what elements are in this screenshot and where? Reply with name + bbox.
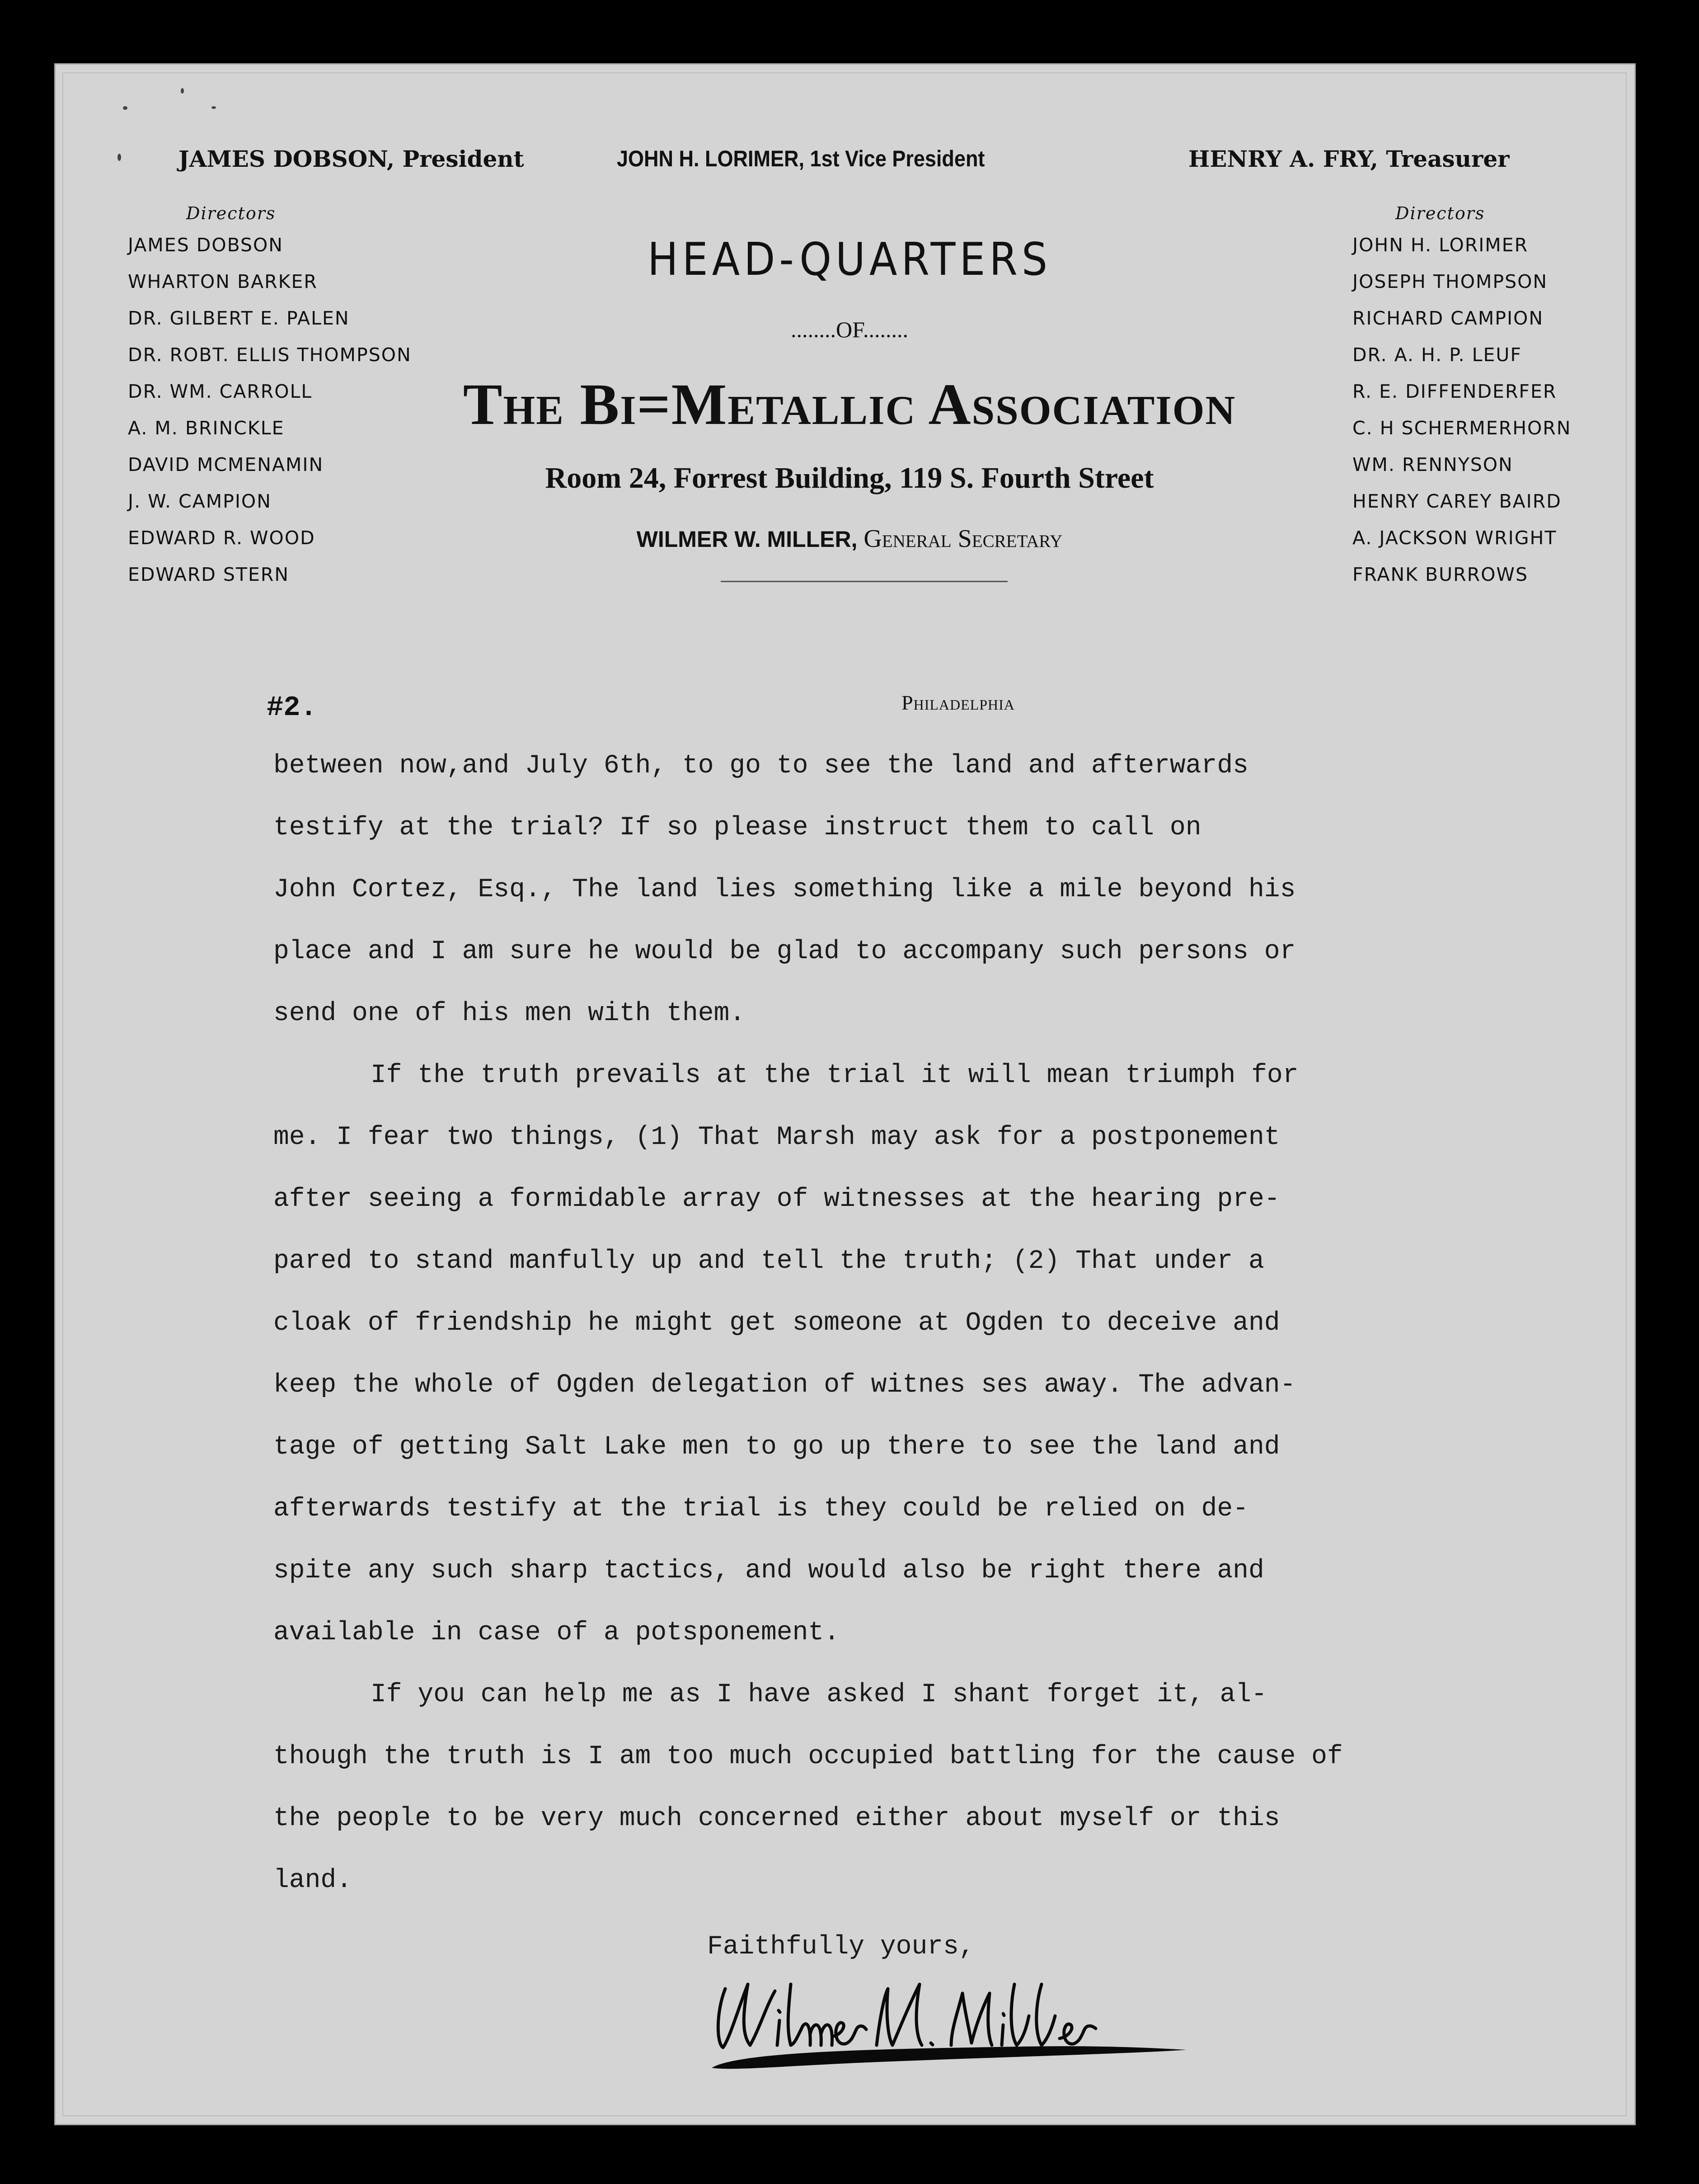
director-name: A. M. BRINCKLE	[128, 417, 285, 439]
officer-name: JOHN H. LORIMER,	[617, 146, 805, 171]
officer-vice-president	[617, 146, 985, 172]
letter-line: the people to be very much concerned either about myself or this	[273, 1804, 1280, 1833]
letter-line: me. I fear two things, (1) That Marsh may ask for a postponement	[273, 1123, 1280, 1152]
officer-treasurer	[1188, 146, 1510, 172]
director-name: HENRY CAREY BAIRD	[1352, 490, 1562, 512]
closing: Faithfully yours,	[707, 1932, 975, 1962]
director-name: A. JACKSON WRIGHT	[1352, 527, 1557, 549]
letter-line: spite any such sharp tactics, and would also be right there and	[273, 1556, 1264, 1586]
secretary-name: WILMER W. MILLER,	[636, 527, 858, 552]
officer-name: JAMES DOBSON,	[178, 146, 395, 172]
director-name: C. H SCHERMERHORN	[1352, 417, 1572, 439]
director-name: DR. ROBT. ELLIS THOMPSON	[128, 344, 412, 366]
letter-line: after seeing a formidable array of witnesses at the hearing pre-	[273, 1185, 1280, 1214]
director-name: EDWARD STERN	[128, 564, 290, 585]
director-name: DR. A. H. P. LEUF	[1352, 344, 1522, 366]
secretary-title: General Secretary	[864, 525, 1063, 553]
director-name: J. W. CAMPION	[128, 490, 272, 512]
director-name: FRANK BURROWS	[1352, 564, 1528, 585]
organization-name: The Bi=Metallic Association	[463, 372, 1236, 437]
letter-line: afterwards testify at the trial is they could be relied on de-	[273, 1494, 1248, 1524]
letter-line: John Cortez, Esq., The land lies something like a mile beyond his	[273, 875, 1296, 904]
page-number: #2.	[267, 692, 317, 724]
letterhead-divider	[721, 581, 1008, 582]
headline: HEAD-QUARTERS	[648, 233, 1051, 286]
director-name: JOSEPH THOMPSON	[1352, 271, 1548, 292]
directors-heading-left: Directors	[186, 203, 276, 223]
officer-president	[178, 146, 524, 172]
letter-body	[273, 741, 1575, 1918]
general-secretary	[0, 524, 1699, 553]
director-name: R. E. DIFFENDERFER	[1352, 381, 1557, 402]
letter-line: between now,and July 6th, to go to see the land and afterwards	[273, 751, 1248, 781]
director-name: DAVID MCMENAMIN	[128, 454, 324, 475]
officer-role: 1st Vice President	[810, 146, 985, 171]
signature	[698, 1957, 1209, 2075]
officer-role: Treasurer	[1386, 146, 1510, 172]
director-name: EDWARD R. WOOD	[128, 527, 315, 549]
letter-line: place and I am sure he would be glad to accompany such persons or	[273, 937, 1296, 966]
director-name: DR. WM. CARROLL	[128, 381, 313, 402]
letter-line: send one of his men with them.	[273, 999, 746, 1028]
director-name: DR. GILBERT E. PALEN	[128, 307, 350, 329]
letter-line: If you can help me as I have asked I shant forget it, al-	[371, 1680, 1267, 1709]
director-name: JAMES DOBSON	[128, 234, 283, 256]
directors-heading-right: Directors	[1395, 203, 1485, 223]
letter-line: keep the whole of Ogden delegation of witnes ses away. The advan-	[273, 1370, 1296, 1400]
letter-line: tage of getting Salt Lake men to go up there to see the land and	[273, 1432, 1280, 1462]
address: Room 24, Forrest Building, 119 S. Fourth Street	[545, 461, 1154, 494]
city: Philadelphia	[901, 691, 1015, 714]
letter-line: testify at the trial? If so please instruct them to call on	[273, 813, 1202, 843]
officer-name: HENRY A. FRY,	[1188, 146, 1378, 172]
director-name: RICHARD CAMPION	[1352, 307, 1544, 329]
director-name: JOHN H. LORIMER	[1352, 234, 1529, 256]
letter-line: land.	[273, 1866, 352, 1895]
letter-line: pared to stand manfully up and tell the truth; (2) That under a	[273, 1247, 1264, 1276]
of-line: ........OF........	[791, 317, 908, 342]
officer-role: President	[402, 146, 524, 172]
letter-line: available in case of a potsponement.	[273, 1618, 840, 1647]
letter-line: cloak of friendship he might get someone at Ogden to deceive and	[273, 1309, 1280, 1338]
letter-line: though the truth is I am too much occupied battling for the cause of	[273, 1742, 1343, 1771]
director-name: WHARTON BARKER	[128, 271, 318, 292]
letter-line: If the truth prevails at the trial it will mean triumph for	[371, 1061, 1299, 1090]
director-name: WM. RENNYSON	[1352, 454, 1513, 475]
